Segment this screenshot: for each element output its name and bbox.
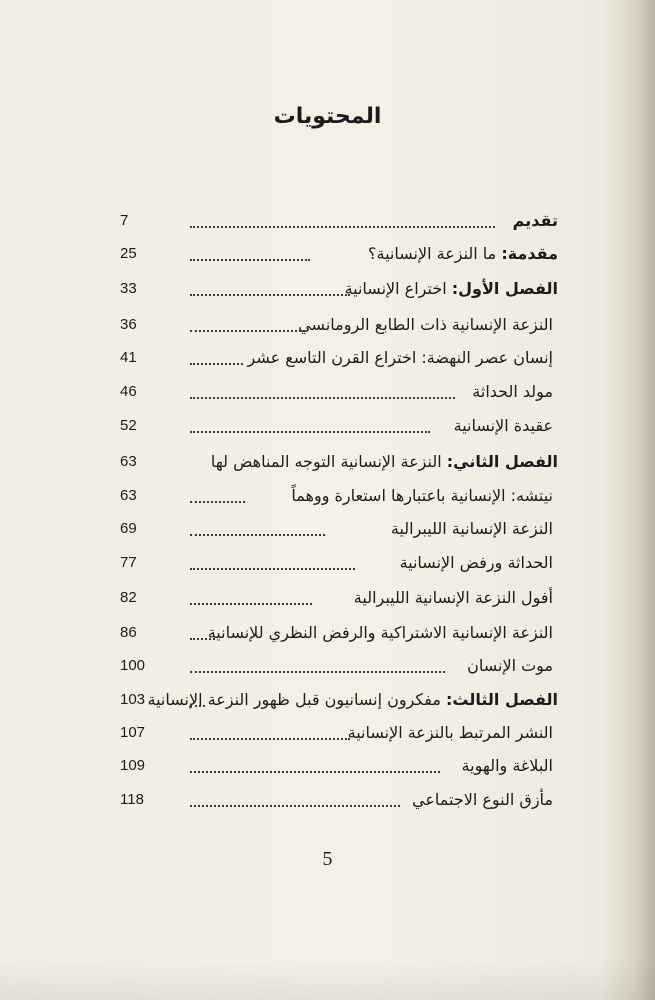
dot-leader: [190, 628, 215, 640]
page-number: 107: [120, 724, 146, 741]
dot-leader: [190, 421, 430, 433]
toc-entry: [110, 482, 655, 510]
dot-leader: [190, 593, 312, 605]
toc-entry: [110, 240, 655, 268]
toc-entry-label: تقديم: [512, 211, 558, 230]
page-number: 46: [120, 383, 137, 400]
page-number: 33: [120, 280, 137, 297]
toc-entry-label: الفصل الثاني: النزعة الإنسانية التوجه المناهض لها: [210, 452, 558, 471]
toc-entry: [110, 275, 655, 303]
toc-entry: [110, 619, 655, 647]
dot-leader: [190, 491, 245, 503]
toc-entry: [110, 412, 655, 440]
toc-entry-label: النزعة الإنسانية الليبرالية: [390, 519, 553, 538]
toc-entry-label: النزعة الإنسانية الاشتراكية والرفض النظري للإنسانية: [207, 623, 553, 642]
toc-entry: [110, 207, 655, 235]
page-number: 86: [120, 624, 137, 641]
dot-leader: [190, 661, 445, 673]
page-number: 69: [120, 520, 137, 537]
dot-leader: [190, 387, 455, 399]
page-number: 36: [120, 316, 137, 333]
toc-entry: [110, 752, 655, 780]
toc-entry-label: الفصل الأول: اختراع الإنسانية: [344, 279, 558, 298]
page-number: 103: [120, 691, 146, 708]
toc-entry: [110, 311, 655, 339]
dot-leader: [190, 284, 350, 296]
dot-leader: [190, 695, 205, 707]
toc-entry: [110, 719, 655, 747]
toc-entry-label: البلاغة والهوية: [461, 756, 553, 775]
toc-entry-label: الحداثة ورفض الإنسانية: [399, 553, 553, 572]
page-number: 82: [120, 589, 137, 606]
page-number: 52: [120, 417, 137, 434]
page-number: 77: [120, 554, 137, 571]
dot-leader: [190, 524, 325, 536]
toc-entry: [110, 378, 655, 406]
dot-leader: [190, 728, 350, 740]
dot-leader: [190, 795, 400, 807]
toc-entry-label: مأزق النوع الاجتماعي: [411, 790, 553, 809]
dot-leader: [190, 216, 495, 228]
page-number: 63: [120, 487, 137, 504]
page-number: 118: [120, 791, 144, 808]
page-number: 109: [120, 757, 146, 774]
page-number: 7: [120, 212, 129, 229]
toc-entry: [110, 786, 655, 814]
dot-leader: [190, 558, 355, 570]
toc-entry: [110, 515, 655, 543]
dot-leader: [190, 320, 305, 332]
toc-entry-label: الفصل الثالث: مفكرون إنسانيون قبل ظهور النزعة الإنسانية: [147, 690, 558, 709]
toc-entry: [110, 344, 655, 372]
toc-entry-label: مولد الحداثة: [472, 382, 553, 401]
page-number: 41: [120, 349, 137, 366]
toc-entry-label: النزعة الإنسانية ذات الطابع الرومانسي: [298, 315, 553, 334]
page-folio-number: 5: [322, 848, 333, 870]
toc-entry-label: نيتشه: الإنسانية باعتبارها استعارة ووهماً: [291, 486, 553, 505]
toc-entry: [110, 448, 655, 476]
page-number: 63: [120, 453, 137, 470]
dot-leader: [190, 761, 440, 773]
toc-entry-label: مقدمة: ما النزعة الإنسانية؟: [368, 244, 558, 263]
toc-entry: [110, 686, 655, 714]
toc-entry-label: أفول النزعة الإنسانية الليبرالية: [353, 588, 553, 607]
page-title: المحتويات: [273, 104, 382, 129]
dot-leader: [190, 353, 243, 365]
toc-entry-label: إنسان عصر النهضة: اختراع القرن التاسع عشر: [247, 348, 553, 367]
toc-entry: [110, 584, 655, 612]
dot-leader: [190, 249, 310, 261]
toc-entry-label: عقيدة الإنسانية: [453, 416, 553, 435]
page-number: 100: [120, 657, 146, 674]
toc-entry-label: موت الإنسان: [467, 656, 553, 675]
toc-entry: [110, 549, 655, 577]
toc-entry-label: النشر المرتبط بالنزعة الإنسانية: [347, 723, 553, 742]
toc-entry: [110, 652, 655, 680]
page-number: 25: [120, 245, 137, 262]
